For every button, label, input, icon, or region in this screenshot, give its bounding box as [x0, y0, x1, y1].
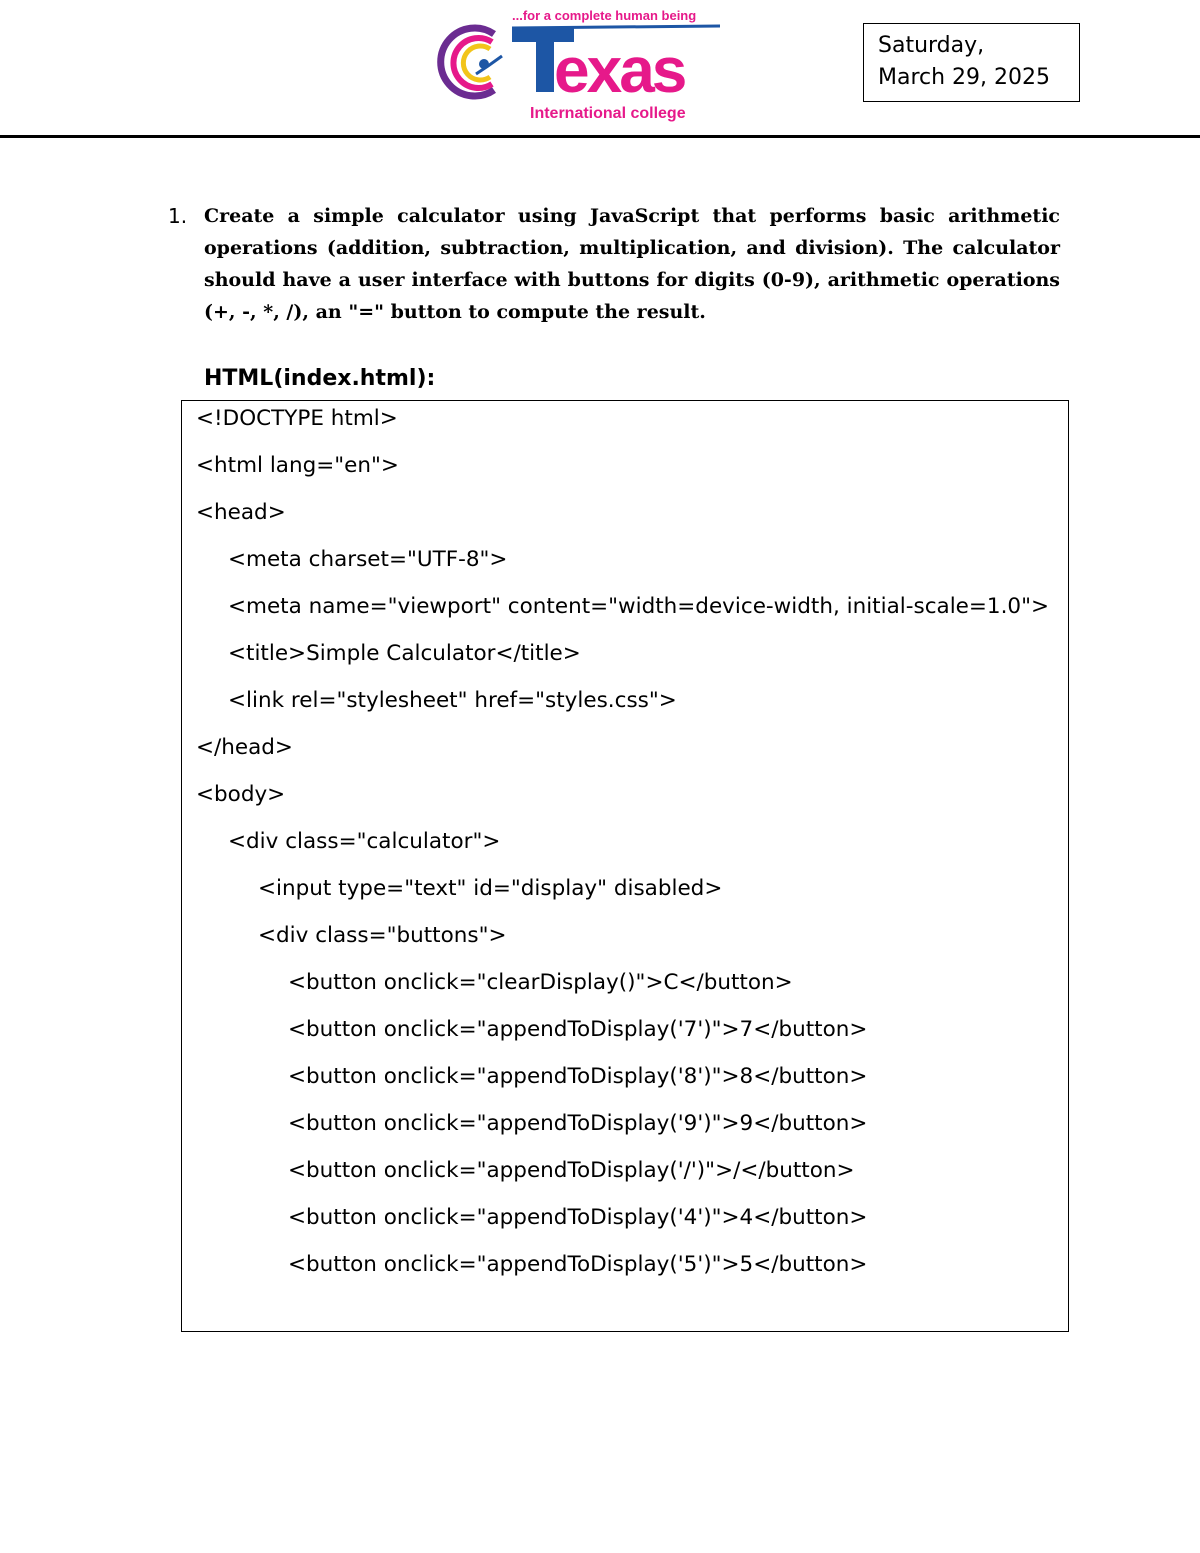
- code-line: <input type="text" id="display" disabled>: [258, 876, 723, 901]
- code-line: <button onclick="appendToDisplay('8')">8</button>: [288, 1064, 868, 1089]
- code-line: <head>: [196, 500, 286, 525]
- header-divider: [0, 135, 1200, 138]
- code-line: <button onclick="appendToDisplay('9')">9</button>: [288, 1111, 868, 1136]
- code-block: [181, 400, 1069, 1332]
- code-line: <div class="buttons">: [258, 923, 507, 948]
- code-line: <title>Simple Calculator</title>: [228, 641, 581, 666]
- code-line: <body>: [196, 782, 286, 807]
- code-line: <meta name="viewport" content="width=device-width, initial-scale=1.0">: [228, 594, 1049, 619]
- question-item: [160, 200, 1060, 328]
- code-line: <link rel="stylesheet" href="styles.css">: [228, 688, 677, 713]
- date-full: March 29, 2025: [878, 65, 1051, 90]
- code-line: <button onclick="appendToDisplay('4')">4</button>: [288, 1205, 868, 1230]
- code-line: <button onclick="appendToDisplay('7')">7</button>: [288, 1017, 868, 1042]
- college-logo: [432, 4, 732, 124]
- code-line: <div class="calculator">: [228, 829, 501, 854]
- question-number: 1.: [168, 204, 188, 228]
- logo-subtitle: International college: [530, 105, 686, 122]
- code-line: <button onclick="appendToDisplay('/')">/</button>: [288, 1158, 855, 1183]
- date-weekday: Saturday,: [878, 33, 985, 58]
- question-text: Create a simple calculator using JavaScript that performs basic arithmetic operations (addition, subtraction, multiplication, and division). The calculator should have a user interface with buttons for digits (0-9), arithmetic operations (+, -, *, /), an "=" button to compute the result.: [204, 205, 1060, 323]
- code-line: <!DOCTYPE html>: [196, 406, 398, 431]
- logo-name-rest: exas: [554, 34, 685, 106]
- date-box: [863, 23, 1080, 102]
- code-line: </head>: [196, 735, 293, 760]
- logo-tagline: ...for a complete human being: [512, 8, 697, 23]
- code-line: <html lang="en">: [196, 453, 399, 478]
- code-line: <meta charset="UTF-8">: [228, 547, 508, 572]
- code-line: <button onclick="clearDisplay()">C</button>: [288, 970, 793, 995]
- code-line: <button onclick="appendToDisplay('5')">5</button>: [288, 1252, 868, 1277]
- section-heading: HTML(index.html):: [204, 366, 436, 391]
- texas-logo-icon: [432, 4, 732, 124]
